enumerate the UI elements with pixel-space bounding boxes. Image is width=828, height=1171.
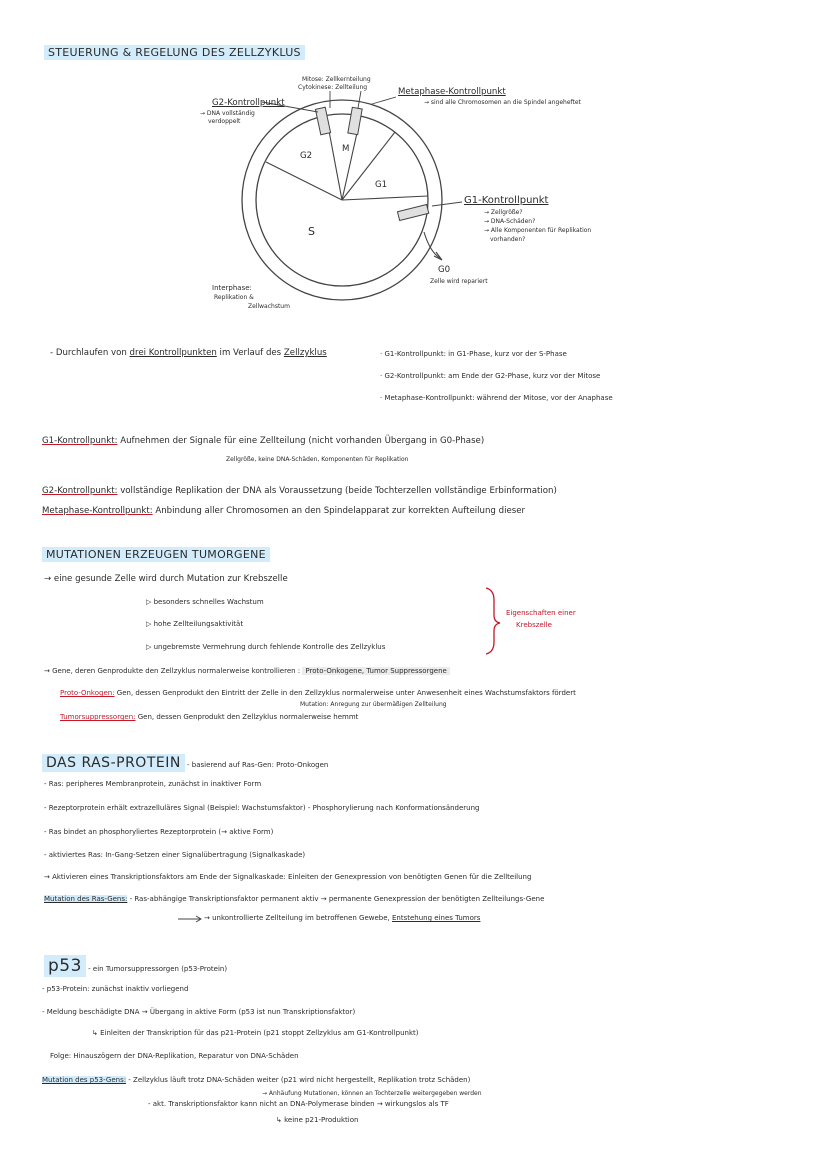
cytokinese-label: Cytokinese: Zellteilung [298,84,368,91]
g0-note: Zelle wird repariert [430,278,488,285]
g1-note4: vorhanden? [490,236,526,243]
g2-checkpoint-bar [315,107,330,135]
metaphase-leader [372,97,396,104]
ras-line: - Ras bindet an phosphoryliertes Rezeptorprotein (→ aktive Form) [44,828,274,836]
p53-mut-term: Mutation des p53-Gens: [42,1076,127,1084]
mutations-bullet: ▷ ungebremste Vermehrung durch fehlende Kontrolle des Zellzyklus [146,643,386,651]
checkpoints-intro [50,348,327,358]
g1-term: G1-Kontrollpunkt: [42,436,118,446]
p53-mut-l2: - akt. Transkriptionsfaktor kann nicht an DNA-Polymerase binden → wirkungslos als TF [148,1100,449,1108]
phase-g2-label: G2 [300,151,313,161]
proto-definition [60,689,576,697]
brace-label-1: Eigenschaften einer [506,609,576,617]
sector-line [342,196,428,200]
brace-label-2: Krebszelle [516,621,552,629]
intro-underlined2: Zellzyklus [283,348,327,358]
g1-checkpoint-title [464,195,548,206]
g2-text: vollständige Replikation der DNA als Voraussetzung (beide Tochterzellen vollständige Erbinformation) [117,486,557,496]
interphase-label: Interphase: [212,284,252,292]
g2-checkpoint-note1: → DNA vollständig [200,110,255,117]
p53-mut-sub: → Anhäufung Mutationen, können an Tochterzelle weitergegeben werden [262,1090,482,1097]
genes-line-prefix: → Gene, deren Genprodukte den Zellzyklus normalerweise kontrollieren : [44,667,303,675]
g1-leader [432,202,462,206]
phase-m-label: M [342,144,350,154]
ras-mut-text: - Ras-abhängige Transkriptionsfaktor permanent aktiv → permanente Genexpression der benötigten Zellteilungs-Gene [127,895,545,903]
tumor-text: Gen, dessen Genprodukt den Zellzyklus normalerweise hemmt [135,713,359,721]
phase-s-label: S [308,225,315,238]
intro-prefix: - Durchlaufen von [50,348,130,358]
genes-line-highlight: Proto-Onkogene, Tumor Suppressorgene [302,667,449,675]
proto-term: Proto-Onkogen: [60,689,115,697]
p53-heading [44,956,227,976]
intro-underlined: drei Kontrollpunkten [129,348,217,358]
metaphase-checkpoint-note: → sind alle Chromosomen an die Spindel angeheftet [424,99,581,106]
g1-note3: → Alle Komponenten für Replikation [484,227,592,234]
metaphase-checkpoint-bar [348,107,362,134]
ras-heading-note: - basierend auf Ras-Gen: Proto-Onkogen [184,761,329,769]
p53-line: - p53-Protein: zunächst inaktiv vorliegend [42,985,189,993]
interphase-note1: Replikation & [214,294,254,301]
intro-mid: im Verlauf des [216,348,284,358]
metaphase-definition [42,506,525,516]
g2-definition [42,486,557,496]
g0-label: G0 [438,265,451,275]
ras-mut-cont [204,914,480,922]
g2-term: G2-Kontrollpunkt: [42,486,118,496]
meta-text: Anbindung aller Chromosomen an den Spindelapparat zur korrekten Aufteilung dieser [152,506,526,516]
mutations-heading-text: MUTATIONEN ERZEUGEN TUMORGENE [42,547,270,562]
g1-note1: → Zellgröße? [484,209,523,216]
p53-mutation [42,1076,470,1084]
metaphase-checkpoint-title-text: Metaphase-Kontrollpunkt [398,87,506,97]
ras-mut-term: Mutation des Ras-Gens: [44,895,128,903]
p53-mut-l3: ↳ keine p21-Produktion [276,1116,359,1124]
g2-checkpoint-note2: verdoppelt [208,118,241,125]
p53-line: - Meldung beschädigte DNA → Übergang in aktive Form (p53 ist nun Transkriptionsfaktor) [42,1008,356,1016]
g1-checkpoint-title-text: G1-Kontrollpunkt [464,195,549,206]
mutations-heading [42,548,270,561]
mutations-bullet: ▷ hohe Zellteilungsaktivität [146,620,244,628]
meta-term: Metaphase-Kontrollpunkt: [42,506,153,516]
mutations-line1: → eine gesunde Zelle wird durch Mutation zur Krebszelle [44,574,288,584]
interphase-note2: Zellwachstum [248,303,290,310]
sector-line [266,162,342,200]
ras-mutation [44,895,544,903]
ras-mut-cont-ul: Entstehung eines Tumors [392,914,481,922]
mutations-bullet: ▷ besonders schnelles Wachstum [146,598,264,606]
ras-line: - Ras: peripheres Membranprotein, zunächst in inaktiver Form [44,780,262,788]
proto-text: Gen, dessen Genprodukt den Eintritt der Zelle in den Zellzyklus normalerweise unter Anwesenheit eines Wachstumsfaktors fördert [114,689,576,697]
g1-text: Aufnehmen der Signale für eine Zellteilung (nicht vorhanden Übergang in G0-Phase) [117,436,485,446]
tumor-definition [60,713,358,721]
mitose-label: Mitose: Zellkernteilung [302,76,371,83]
p53-line: Folge: Hinauszögern der DNA-Replikation, Reparatur von DNA-Schäden [50,1052,299,1060]
metaphase-checkpoint-title [398,87,506,97]
checkpoint-list-item: · G2-Kontrollpunkt: am Ende der G2-Phase, kurz vor der Mitose [380,372,601,380]
p53-line: ↳ Einleiten der Transkription für das p21-Protein (p21 stoppt Zellzyklus am G1-Kontrollpunkt) [92,1029,419,1037]
ras-line: - Rezeptorprotein erhält extrazelluläres Signal (Beispiel: Wachstumsfaktor) - Phosphorylierung nach Konformationsänderung [44,804,480,812]
g1-sub: Zellgröße, keine DNA-Schäden, Komponenten für Replikation [226,456,409,463]
red-brace [486,588,500,654]
ras-heading [42,752,328,771]
ras-line: - aktiviertes Ras: In-Gang-Setzen einer Signalübertragung (Signalkaskade) [44,851,306,859]
cytokinese-leader [358,91,361,108]
p53-mut-text: - Zellzyklus läuft trotz DNA-Schäden weiter (p21 wird nicht hergestellt, Replikation trotz Schäden) [126,1076,471,1084]
ras-heading-text: DAS RAS-PROTEIN [42,754,185,772]
g2-checkpoint-title-text: G2-Kontrollpunkt [212,98,285,108]
ras-mut-cont-text: → unkontrollierte Zellteilung im betroffenen Gewebe, [204,914,392,922]
p53-heading-note: - ein Tumorsuppressorgen (p53-Protein) [85,965,228,973]
g1-definition [42,436,484,446]
checkpoint-list-item: · Metaphase-Kontrollpunkt: während der Mitose, vor der Anaphase [380,394,613,402]
phase-g1-label: G1 [375,180,388,190]
tumor-term: Tumorsuppressorgen: [60,713,136,721]
g1-note2: → DNA-Schäden? [484,218,536,225]
genes-line [44,667,450,675]
ras-line: → Aktivieren eines Transkriptionsfaktors am Ende der Signalkaskade: Einleiten der Genexpression von benötigten Genen für die Zellteilung [44,873,532,881]
checkpoint-list-item: · G1-Kontrollpunkt: in G1-Phase, kurz vor der S-Phase [380,350,567,358]
p53-heading-text: p53 [44,955,86,977]
g2-checkpoint-title [212,98,285,108]
g1-checkpoint-bar [397,204,428,220]
proto-sub: Mutation: Anregung zur übermäßigen Zellteilung [300,701,447,708]
page-title-text: STEUERUNG & REGELUNG DES ZELLZYKLUS [44,45,305,60]
